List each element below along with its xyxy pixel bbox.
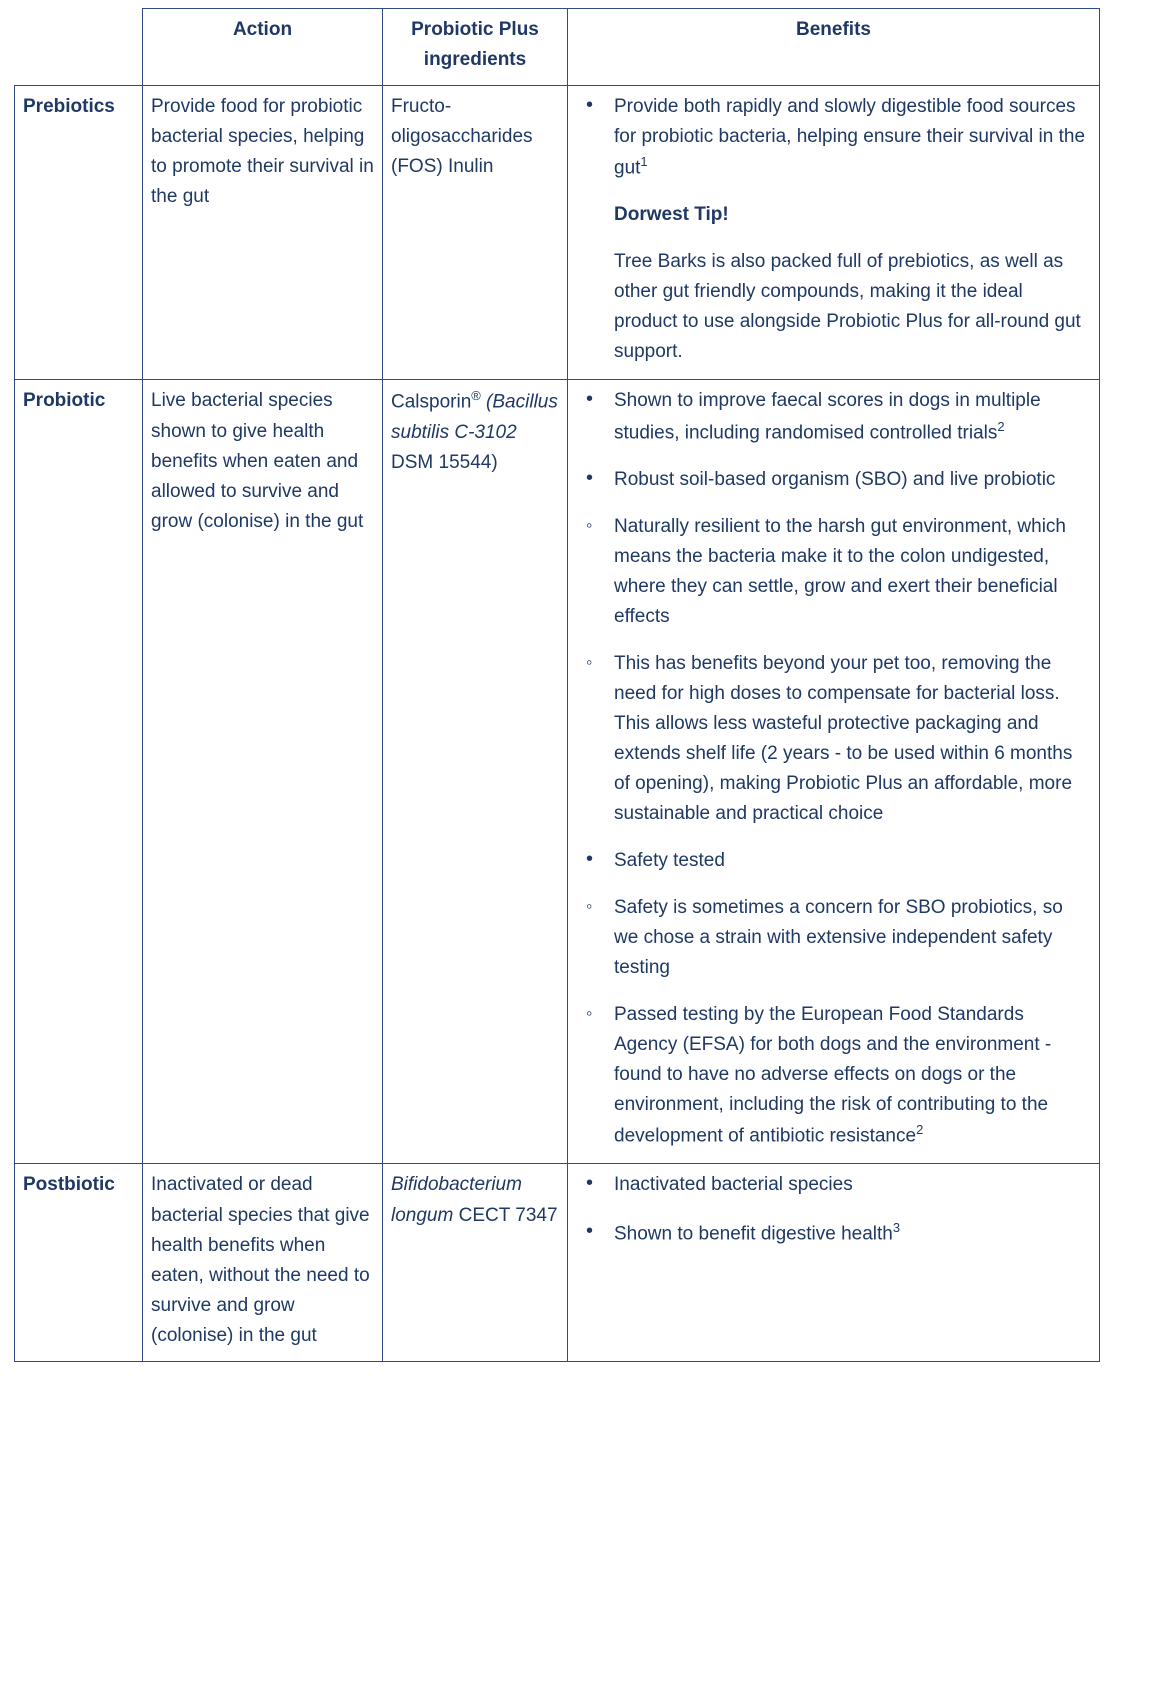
list-item-tip-body: Tree Barks is also packed full of prebiotics, as well as other gut friendly compounds, making it the ideal product to use alongside Probiotic Plus for all-round gut support. bbox=[614, 251, 1081, 363]
cell-benefits-prebiotics bbox=[568, 86, 1100, 380]
action-text-probiotic: Live bacterial species shown to give health benefits when eaten and allowed to survive and grow (colonise) in the gut bbox=[151, 390, 364, 532]
list-item-tip-heading: Dorwest Tip! bbox=[614, 204, 729, 226]
ingredients-text-probiotic bbox=[391, 386, 559, 477]
benefits-list-postbiotic bbox=[576, 1170, 1091, 1248]
list-item: • Inactivated bacterial species bbox=[576, 1170, 1091, 1200]
action-text-postbiotic: Inactivated or dead bacterial species that give health benefits when eaten, without the need to survive and grow (colonise) in the gut bbox=[151, 1174, 370, 1346]
benefits-list-prebiotics bbox=[576, 92, 1091, 367]
ingredient-latin-name: (Bacillus subtilis C-3102 bbox=[391, 391, 558, 443]
ingredient-strain-code: DSM 15544) bbox=[391, 451, 498, 473]
table-row bbox=[15, 380, 1100, 1164]
ingredient-latin-name: Bifidobacterium longum bbox=[391, 1174, 522, 1226]
footnote-marker: 1 bbox=[640, 154, 648, 170]
cell-ingredients-prebiotics bbox=[383, 86, 568, 380]
action-text-prebiotics: Provide food for probiotic bacterial species, helping to promote their survival in the gut bbox=[151, 96, 374, 208]
list-item: • Robust soil-based organism (SBO) and live probiotic bbox=[576, 465, 1091, 495]
comparison-table bbox=[14, 8, 1100, 1362]
list-item bbox=[576, 1218, 1091, 1249]
benefit-text: Shown to improve faecal scores in dogs in multiple studies, including randomised controlled trials bbox=[614, 390, 1041, 443]
benefit-text: Passed testing by the European Food Standards Agency (EFSA) for both dogs and the environment - found to have no adverse effects on dogs or the environment, including the risk of contributing to the development of antibiotic resistance bbox=[614, 1004, 1052, 1147]
cell-action-postbiotic bbox=[143, 1164, 383, 1361]
header-cell-benefits: Benefits bbox=[568, 9, 1100, 86]
table-header-row bbox=[15, 9, 1100, 86]
list-item bbox=[576, 386, 1091, 447]
registered-mark: ® bbox=[471, 388, 481, 404]
cell-action-probiotic bbox=[143, 380, 383, 1164]
benefit-text: Provide both rapidly and slowly digestible food sources for probiotic bacteria, helping ensure their survival in the gut bbox=[614, 96, 1086, 179]
footnote-marker: 2 bbox=[997, 418, 1005, 434]
list-item bbox=[576, 92, 1091, 183]
footnote-marker: 3 bbox=[892, 1219, 901, 1235]
cell-benefits-probiotic bbox=[568, 380, 1100, 1164]
row-label-prebiotics: Prebiotics bbox=[15, 86, 143, 380]
cell-action-prebiotics bbox=[143, 86, 383, 380]
footnote-marker: 2 bbox=[916, 1122, 924, 1138]
table-row bbox=[15, 86, 1100, 380]
ingredients-text-postbiotic bbox=[391, 1170, 559, 1230]
list-item: • Safety tested bbox=[576, 846, 1091, 876]
header-cell-empty bbox=[15, 9, 143, 86]
ingredient-strain-code: CECT 7347 bbox=[453, 1204, 558, 1226]
row-label-probiotic: Probiotic bbox=[15, 380, 143, 1164]
header-cell-action: Action bbox=[143, 9, 383, 86]
cell-ingredients-probiotic bbox=[383, 380, 568, 1164]
list-item: ◦ Naturally resilient to the harsh gut environment, which means the bacteria make it to the colon undigested, where they can settle, grow and exert their beneficial effects bbox=[576, 512, 1091, 632]
cell-benefits-postbiotic bbox=[568, 1164, 1100, 1361]
list-item bbox=[576, 1000, 1091, 1151]
cell-ingredients-postbiotic bbox=[383, 1164, 568, 1361]
benefit-text: Shown to benefit digestive health bbox=[614, 1222, 893, 1244]
list-item: ◦ Safety is sometimes a concern for SBO probiotics, so we chose a strain with extensive independent safety testing bbox=[576, 893, 1091, 983]
benefits-list-probiotic bbox=[576, 386, 1091, 1151]
table-row bbox=[15, 1164, 1100, 1361]
header-cell-ingredients: Probiotic Plus ingredients bbox=[383, 9, 568, 86]
ingredient-name: Calsporin bbox=[391, 391, 472, 413]
list-item: ◦ This has benefits beyond your pet too, removing the need for high doses to compensate for bacterial loss. This allows less wasteful protective packaging and extends shelf life (2 years - to be used within 6 months of opening), making Probiotic Plus an affordable, more sustainable and practical choice bbox=[576, 649, 1091, 829]
ingredients-text-prebiotics: Fructo-oligosaccharides (FOS) Inulin bbox=[391, 96, 533, 178]
row-label-postbiotic: Postbiotic bbox=[15, 1164, 143, 1361]
